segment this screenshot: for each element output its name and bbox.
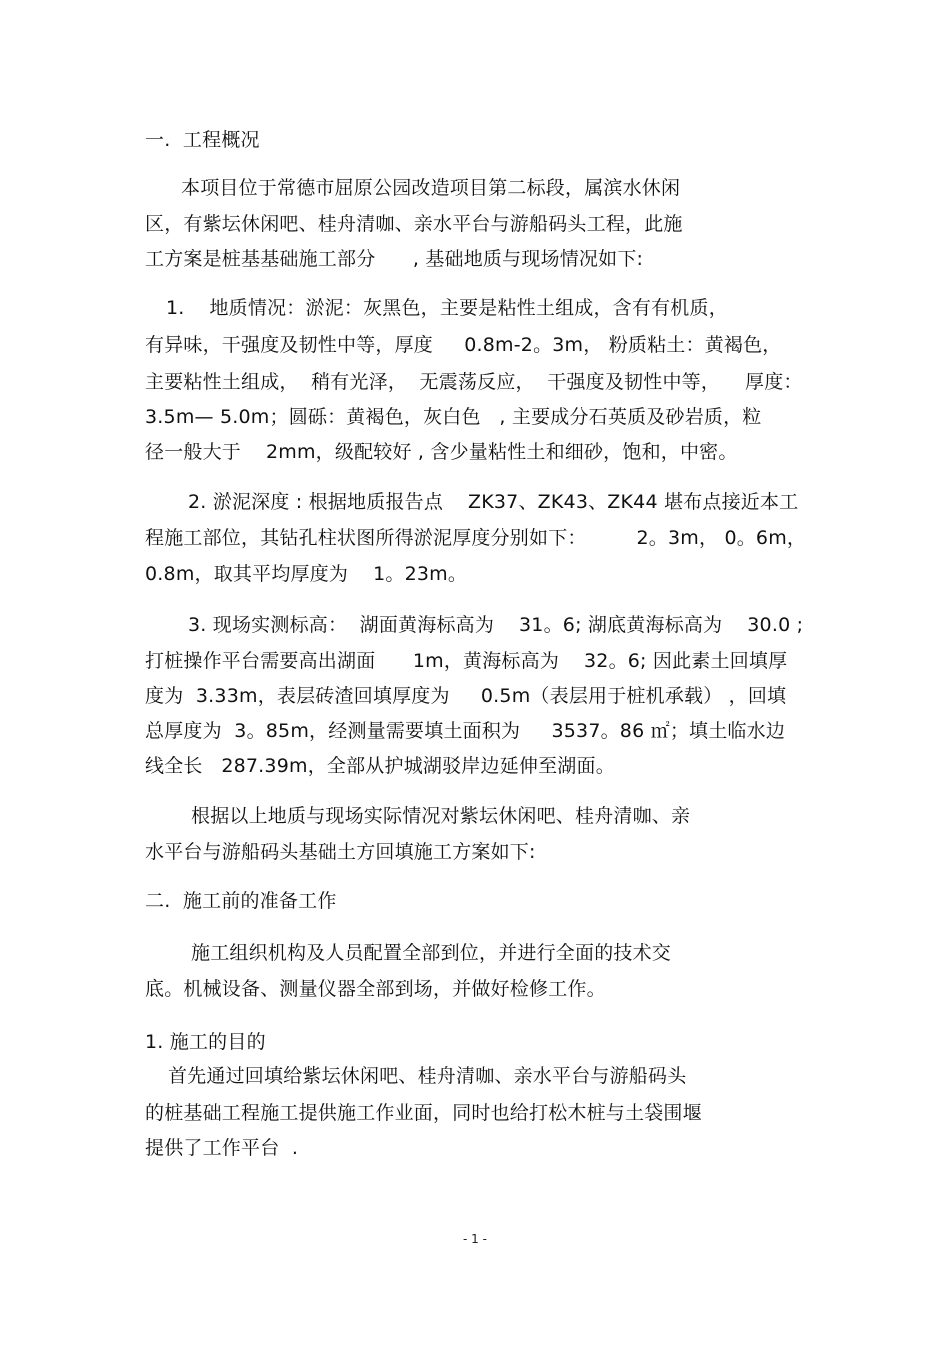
purpose-line-1: 首先通过回填给紫坛休闲吧、桂舟清咖、亲水平台与游船码头 (168, 1065, 687, 1087)
elevation-line-3: 度为 3.33m，表层砖渣回填厚度为 0.5m（表层用于桩机承载） ，回填 (145, 685, 787, 707)
purpose-line-3: 提供了工作平台 . (145, 1137, 299, 1159)
elevation-line-4: 总厚度为 3。85m，经测量需要填土面积为 3537。86 ㎡；填土临水边 (145, 720, 786, 742)
summary-line-2: 水平台与游船码头基础土方回填施工方案如下: (145, 841, 536, 863)
silt-depth-line-2: 程施工部位，其钻孔柱状图所得淤泥厚度分别如下： 2。3m， 0。6m， (145, 527, 807, 549)
geology-item-line-4: 3.5m— 5.0m；圆砾：黄褐色，灰白色 , 主要成分石英质及砂岩质，粒 (145, 406, 762, 428)
geology-item-line-5: 径一般大于 2mm，级配较好 , 含少量粘性土和细砂，饱和，中密。 (145, 441, 738, 463)
geology-item-line-1: 1. 地质情况：淤泥：灰黑色，主要是粘性土组成，含有有机质， (166, 297, 728, 319)
project-overview-line-1: 本项目位于常德市屈原公园改造项目第二标段，属滨水休闲 (181, 177, 681, 199)
geology-item-line-3: 主要粘性土组成， 稍有光泽， 无震荡反应， 干强度及韧性中等， 厚度： (145, 371, 803, 393)
elevation-line-1: 3. 现场实测标高： 湖面黄海标高为 31。6; 湖底黄海标高为 30.0 ; (188, 614, 804, 636)
silt-depth-line-1: 2. 淤泥深度 : 根据地质报告点 ZK37、ZK43、ZK44 堪布点接近本工 (188, 491, 799, 513)
page-number: - 1 - (463, 1232, 487, 1246)
elevation-line-5: 线全长 287.39m，全部从护城湖驳岸边延伸至湖面。 (145, 755, 615, 777)
project-overview-line-3: 工方案是桩基基础施工部分 , 基础地质与现场情况如下: (145, 248, 644, 270)
section-heading-project-overview: 一. 工程概况 (145, 129, 260, 151)
elevation-line-2: 打桩操作平台需要高出湖面 1m，黄海标高为 32。6; 因此素土回填厚 (145, 650, 788, 672)
summary-line-1: 根据以上地质与现场实际情况对紫坛休闲吧、桂舟清咖、亲 (191, 805, 691, 827)
section-heading-preparation: 二. 施工前的准备工作 (145, 890, 337, 912)
preparation-line-1: 施工组织机构及人员配置全部到位，并进行全面的技术交 (191, 942, 672, 964)
geology-item-line-2: 有异味，干强度及韧性中等，厚度 0.8m-2。3m， 粉质粘土：黄褐色， (145, 334, 782, 356)
project-overview-line-2: 区，有紫坛休闲吧、桂舟清咖、亲水平台与游船码头工程，此施 (145, 213, 683, 235)
purpose-line-2: 的桩基础工程施工提供施工作业面，同时也给打松木桩与土袋围堰 (145, 1102, 702, 1124)
preparation-line-2: 底。机械设备、测量仪器全部到场，并做好检修工作。 (145, 978, 606, 1000)
silt-depth-line-3: 0.8m，取其平均厚度为 1。23m。 (145, 563, 468, 585)
purpose-heading: 1. 施工的目的 (145, 1031, 266, 1053)
